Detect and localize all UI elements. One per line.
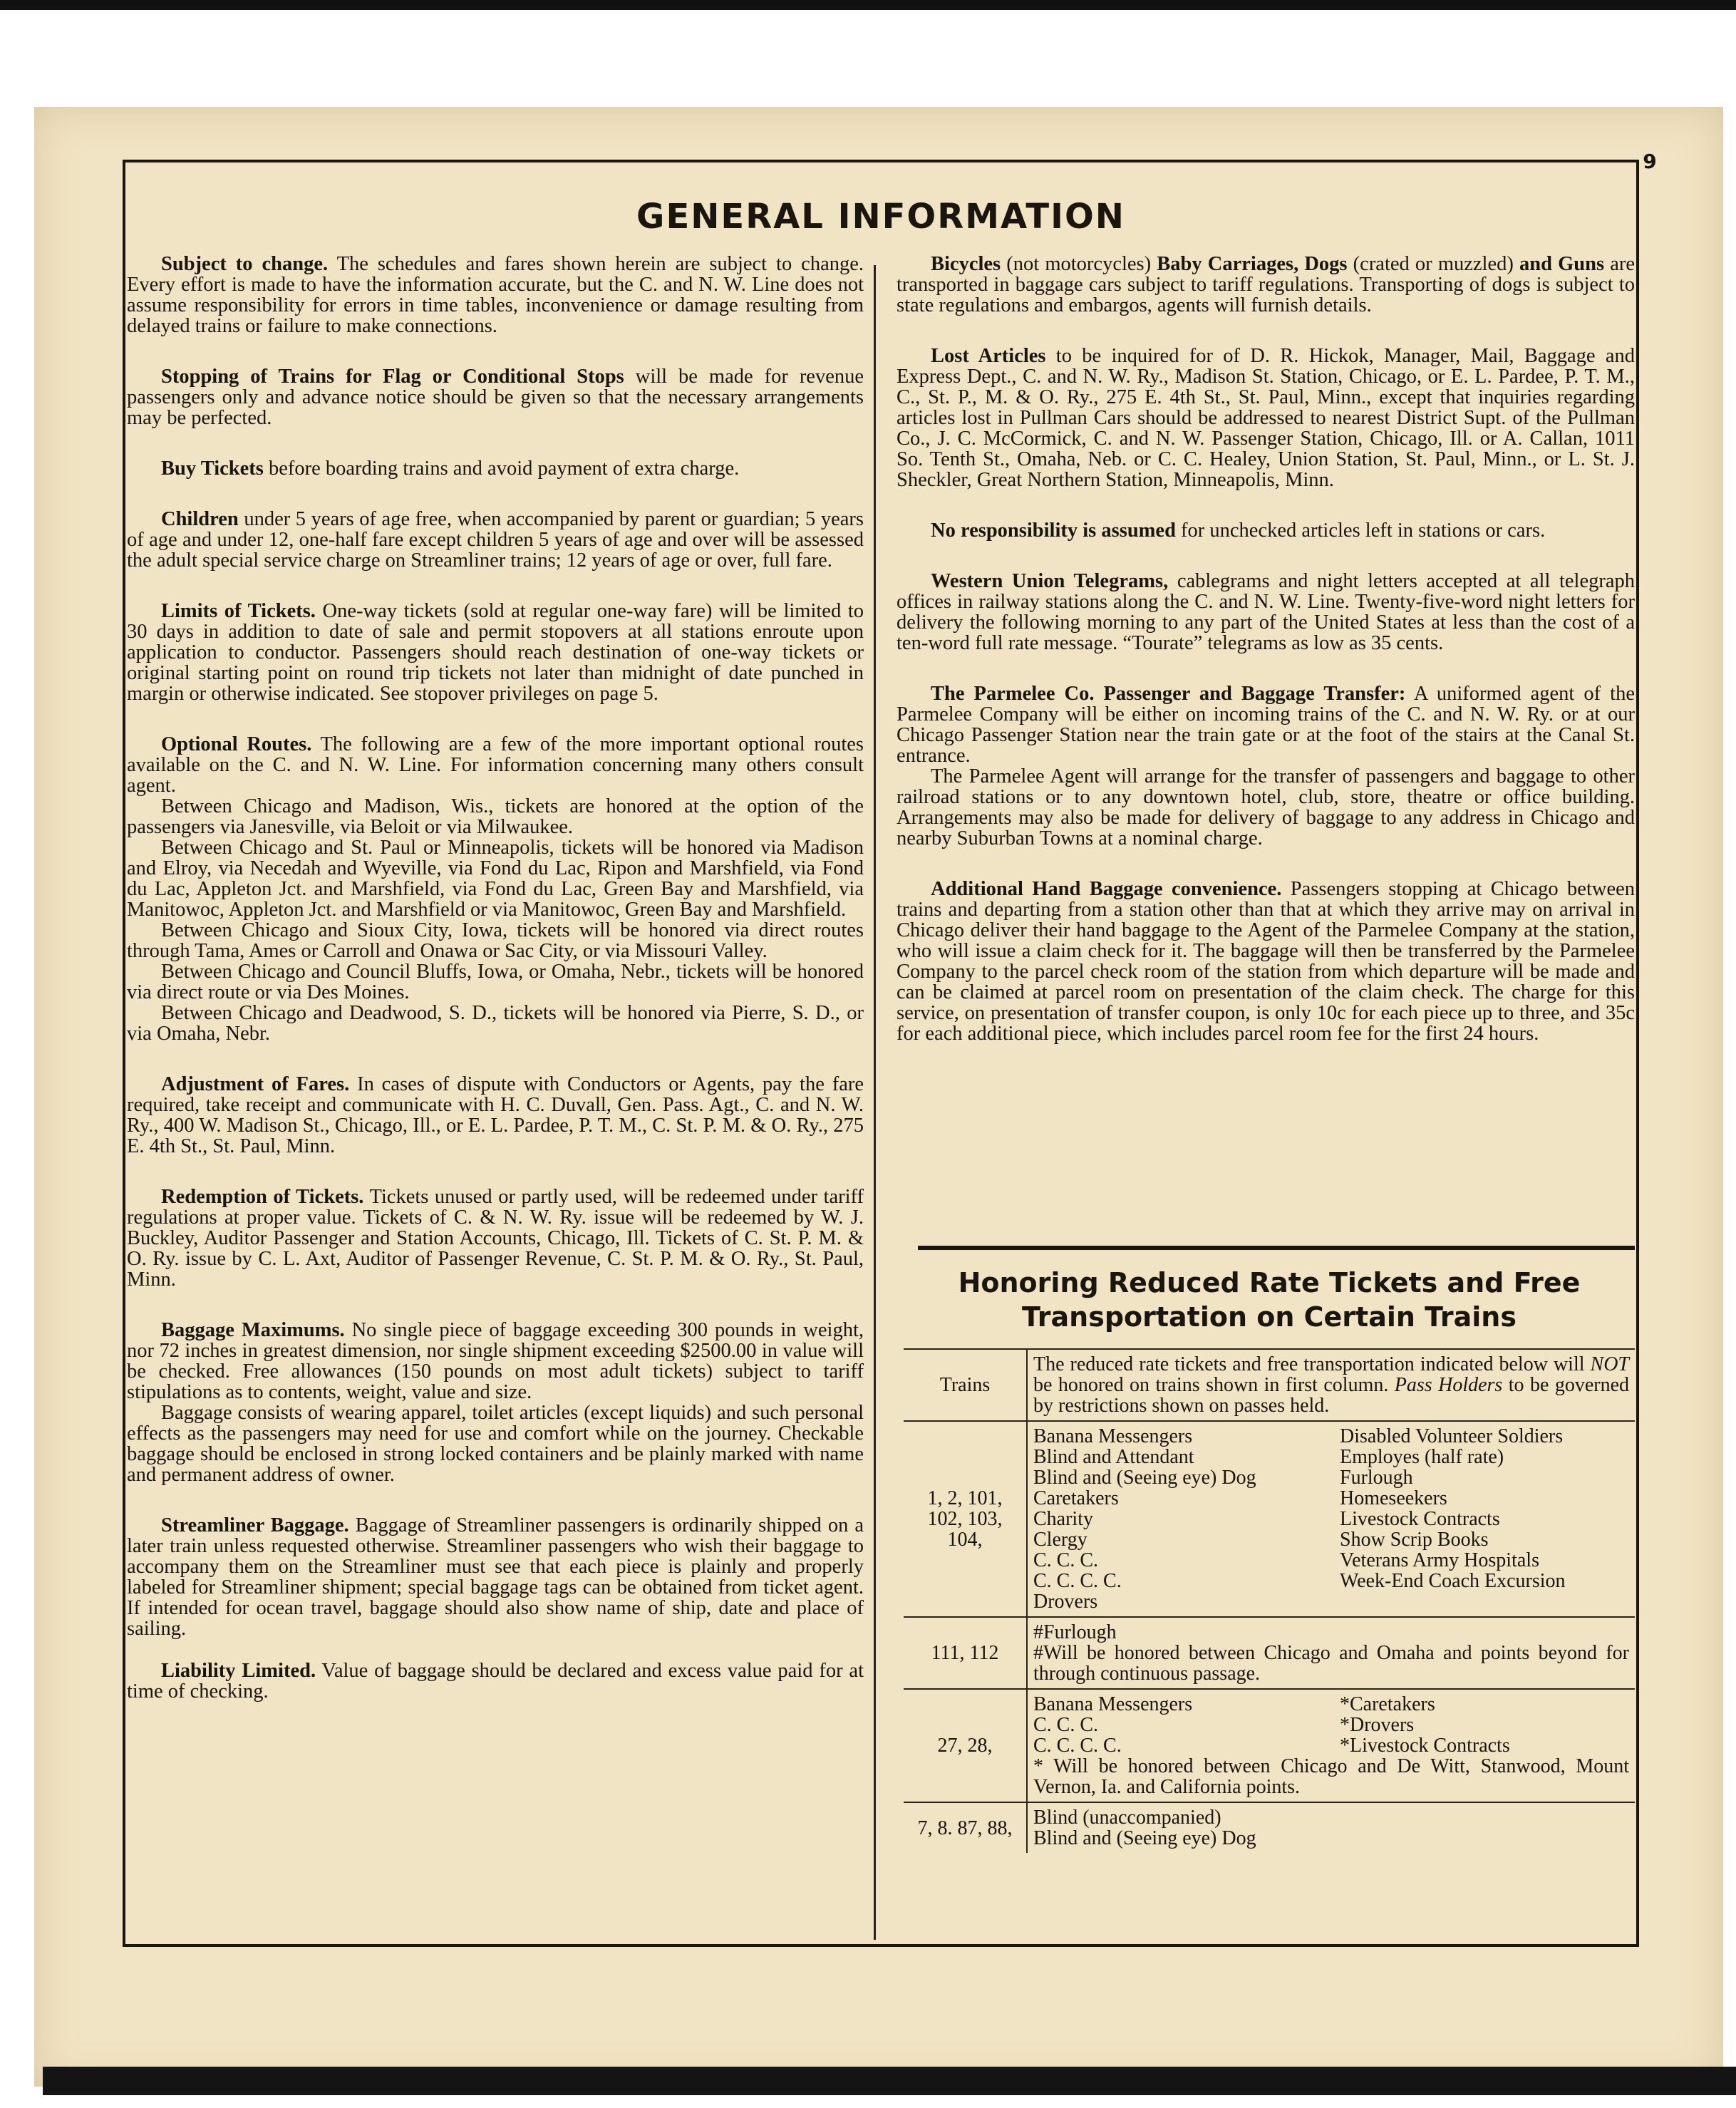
train-numbers: 7, 8. 87, 88,: [904, 1802, 1027, 1853]
scan-top-edge: [0, 0, 1736, 10]
ticket-types: [1027, 1617, 1635, 1689]
section-text: (not motorcycles): [1001, 253, 1157, 275]
section-heading: The Parmelee Co. Passenger and Baggage Transfer:: [931, 683, 1406, 705]
section-text: are transported in baggage cars subject to tariff regulations. Transporting of dogs is subject to state regulations and embargos, agents will furnish details.: [897, 253, 1636, 316]
section-text: cablegrams and night letters accepted at all telegraph offices in railway stations along the C. and N. W. Line. Twenty-five-word night letters for delivery the following morning to any part of the United States at less than the cost of a ten-word full rate message. “Tourate” telegrams as low as 35 cents.: [897, 570, 1636, 654]
section-text: The schedules and fares shown herein are subject to change. Every effort is made to have the information accurate, but the C. and N. W. Line does not assume responsibility for errors in time tables, inconvenience or damage resulting from delayed trains or failure to make connections.: [127, 253, 864, 337]
section-heading: Optional Routes.: [161, 733, 312, 755]
left-column: [127, 254, 864, 1732]
section-heading: Stopping of Trains for Flag or Conditional Stops: [161, 366, 624, 388]
no-responsibility-section: [897, 520, 1635, 541]
section-heading: Bicycles: [931, 253, 1001, 275]
section-text: will be made for revenue passengers only and advance notice should be given so that the necessary arrangements may be perfected.: [127, 366, 864, 429]
route-paragraph: Between Chicago and Sioux City, Iowa, tickets will be honored via direct routes through Tama, Ames or Carroll and Onawa or Sac City, or via Missouri Valley.: [127, 919, 864, 962]
list-item: C. C. C. C.: [1033, 1570, 1122, 1592]
section-text: Baggage of Streamliner passengers is ordinarily shipped on a later train unless requested otherwise. Streamliner passengers who wish their baggage to accompany them on the Streamliner must see that each piece is plainly and properly labeled for Streamliner shipment; special baggage tags can be obtained from ticket agent. If intended for ocean travel, baggage should also show name of ship, date and place of sailing.: [127, 1514, 864, 1640]
header-description: [1027, 1349, 1635, 1421]
route-paragraph: Between Chicago and Council Bluffs, Iowa, or Omaha, Nebr., tickets will be honored via direct route or via Des Moines.: [127, 961, 864, 1003]
section-heading: Streamliner Baggage.: [161, 1514, 349, 1536]
list-item: Blind (unaccompanied): [1033, 1807, 1221, 1829]
list-item: Blind and (Seeing eye) Dog: [1033, 1467, 1256, 1489]
section-text: to be inquired for of D. R. Hickok, Manager, Mail, Baggage and Express Dept., C. and N. W. Ry., Madison St. Station, Chicago, or E. L. Pardee, P. T. M., C., St. P., M. & O. Ry., 275 E. 4th St., St. Paul, Minn., except that inquiries regarding articles lost in Pullman Cars should be addressed to nearest District Supt. of the Pullman Co., J. C. McCormick, C. and N. W. Passenger Station, Chicago, Ill. or A. Callan, 1011 So. Tenth St., Omaha, Neb. or C. C. Healey, Union Station, St. Paul, Minn., or L. St. J. Sheckler, Great Northern Station, Minneapolis, Minn.: [897, 345, 1635, 491]
section-heading: Buy Tickets: [161, 458, 264, 480]
scan-bottom-edge: [43, 2067, 1736, 2095]
table-row: [904, 1617, 1635, 1689]
list-item: C. C. C.: [1033, 1549, 1099, 1571]
section-heading: Baggage Maximums.: [161, 1319, 345, 1341]
route-paragraph: Between Chicago and Deadwood, S. D., tickets will be honored via Pierre, S. D., or via Omaha, Nebr.: [127, 1002, 864, 1045]
ticket-list-right: [1340, 1426, 1629, 1612]
section-heading: Children: [161, 508, 239, 530]
section-text: before boarding trains and avoid payment of extra charge.: [263, 458, 740, 480]
train-numbers: 1, 2, 101, 102, 103, 104,: [904, 1421, 1027, 1617]
list-item: Furlough: [1340, 1467, 1413, 1489]
section-heading: Subject to change.: [161, 253, 329, 275]
list-item: Caretakers: [1033, 1487, 1119, 1509]
section-heading: Baby Carriages, Dogs: [1157, 253, 1348, 275]
list-item: Homeseekers: [1340, 1487, 1447, 1509]
header-text: be honored on trains shown in first column.: [1033, 1374, 1395, 1396]
optional-routes-section: [127, 734, 864, 1044]
route-paragraph: Between Chicago and St. Paul or Minneapolis, tickets will be honored via Madison and Elroy, via Necedah and Wyeville, via Fond du Lac, Ripon and Marshfield, via Fond du Lac, Appleton Jct. and Marshfield, via Fond du Lac, Green Bay and Marshfield, via Manitowoc, Appleton Jct. and Marshfield or via Manitowoc, Green Bay and Marshfield.: [127, 837, 864, 921]
list-item: Clergy: [1033, 1529, 1087, 1551]
page-number: 9: [1643, 150, 1657, 173]
hand-baggage-section: [897, 879, 1635, 1044]
table-row: [904, 1421, 1635, 1617]
right-column: [897, 254, 1635, 1074]
ticket-lists: [1033, 1694, 1629, 1756]
list-item: Charity: [1033, 1508, 1093, 1530]
bicycles-section: [897, 254, 1635, 316]
section-heading: Liability Limited.: [161, 1660, 316, 1682]
list-item: *Caretakers: [1340, 1693, 1435, 1715]
list-item: Week-End Coach Excursion: [1340, 1570, 1566, 1592]
notice-title-line: Honoring Reduced Rate Tickets and Free: [958, 1267, 1581, 1298]
table-header-row: [904, 1349, 1635, 1421]
list-item: #Furlough: [1033, 1621, 1117, 1643]
train-numbers: 111, 112: [904, 1617, 1027, 1689]
liability-limited-section: [127, 1660, 864, 1702]
notice-top-rule: [918, 1246, 1635, 1250]
section-heading: Western Union Telegrams,: [931, 570, 1169, 592]
list-item: Banana Messengers: [1033, 1425, 1193, 1447]
section-text: (crated or muzzled): [1347, 253, 1519, 275]
ticket-types: [1027, 1689, 1635, 1802]
limits-of-tickets-section: [127, 601, 864, 704]
table-row: [904, 1802, 1635, 1853]
ticket-list-right: [1340, 1694, 1629, 1756]
reduced-rate-notice: [904, 1246, 1635, 1853]
ticket-types: [1027, 1421, 1635, 1617]
section-text: Tickets unused or partly used, will be redeemed under tariff regulations at proper value. Tickets of C. & N. W. Ry. issue will be redeemed by W. J. Buckley, Auditor Passenger and Station Accounts, Chicago, Ill. Tickets of C. St. P. M. & O. Ry. issue by C. L. Axt, Auditor of Passenger Revenue, C. St. P. M. & O. Ry., St. Paul, Minn.: [127, 1186, 864, 1291]
section-heading: Lost Articles: [931, 345, 1046, 367]
adjustment-of-fares-section: [127, 1074, 864, 1157]
column-divider: [874, 265, 876, 1940]
section-text: under 5 years of age free, when accompanied by parent or guardian; 5 years of age and under 12, one-half fare except children 5 years of age and over will be assessed the adult special service charge on Streamliner trains; 12 years of age or over, full fare.: [127, 508, 864, 572]
ticket-list-left: [1033, 1694, 1340, 1756]
section-text: Passengers stopping at Chicago between trains and departing from a station other than that at which they arrive may on arrival in Chicago deliver their hand baggage to the Agent of the Parmelee Company at the station, who will issue a claim check for it. The baggage will then be transferred by the Parmelee Company to the parcel check room of the station from which departure will be made and can be claimed at parcel room on presentation of the claim check. The charge for this service, on presentation of transfer coupon, is only 10c for each piece up to three, and 35c for each additional piece, which includes parcel room fee for the first 24 hours.: [897, 878, 1636, 1045]
section-heading: Additional Hand Baggage convenience.: [931, 878, 1282, 900]
section-text: In cases of dispute with Conductors or Agents, pay the fare required, take receipt and communicate with H. C. Duvall, Gen. Pass. Agt., C. and N. W. Ry., 400 W. Madison St., Chicago, Ill., or E. L. Pardee, P. T. M., C. St. P. M. & O. Ry., 275 E. 4th St., St. Paul, Minn.: [127, 1073, 864, 1157]
section-heading: Redemption of Tickets.: [161, 1186, 364, 1208]
trains-header: Trains: [904, 1349, 1027, 1421]
section-text: A uniformed agent of the Parmelee Company will be either on incoming trains of the C. and N. W. Ry. or at our Chicago Passenger Station near the train gate or at the foot of the stairs at the Canal St. entrance.: [897, 683, 1635, 767]
list-item: Blind and Attendant: [1033, 1446, 1194, 1468]
section-text: Value of baggage should be declared and excess value paid for at time of checking.: [127, 1660, 864, 1703]
table-row: [904, 1689, 1635, 1802]
list-item: *Livestock Contracts: [1340, 1735, 1510, 1757]
header-pass-holders: Pass Holders: [1394, 1374, 1503, 1396]
ticket-list-left: [1033, 1426, 1340, 1612]
reduced-rate-table: [904, 1348, 1635, 1853]
redemption-of-tickets-section: [127, 1187, 864, 1290]
notice-title-line: Transportation on Certain Trains: [1022, 1301, 1517, 1333]
header-text: The reduced rate tickets and free transportation indicated below will: [1033, 1353, 1591, 1375]
list-item: Drovers: [1033, 1591, 1098, 1613]
list-item: Blind and (Seeing eye) Dog: [1033, 1827, 1256, 1849]
row-note: #Will be honored between Chicago and Omaha and points beyond for through continuous passage.: [1033, 1642, 1629, 1685]
flag-stops-section: [127, 366, 864, 428]
section-heading: No responsibility is assumed: [931, 520, 1176, 542]
subject-to-change-section: [127, 254, 864, 336]
list-item: Banana Messengers: [1033, 1693, 1193, 1715]
streamliner-baggage-section: [127, 1515, 864, 1639]
parmelee-transfer-section: [897, 683, 1635, 849]
section-heading: Limits of Tickets.: [161, 600, 316, 622]
baggage-paragraph: Baggage consists of wearing apparel, toilet articles (except liquids) and such personal effects as the passengers may need for use and comfort while on the journey. Checkable baggage should be enclosed in strong locked containers and be plainly marked with name and permanent address of owner.: [127, 1402, 864, 1486]
list-item: Livestock Contracts: [1340, 1508, 1500, 1530]
list-item: Disabled Volunteer Soldiers: [1340, 1425, 1564, 1447]
list-item: C. C. C. C.: [1033, 1735, 1122, 1757]
western-union-section: [897, 571, 1635, 653]
row-note: * Will be honored between Chicago and De Witt, Stanwood, Mount Vernon, Ia. and California points.: [1033, 1755, 1629, 1798]
parmelee-paragraph: The Parmelee Agent will arrange for the transfer of passengers and baggage to other railroad stations or to any downtown hotel, club, store, theatre or office building. Arrangements may also be made for delivery of baggage to any address in Chicago and nearby Suburban Towns at a nominal charge.: [897, 765, 1635, 849]
header-text: to be governed by restrictions shown on passes held.: [1033, 1374, 1629, 1417]
list-item: *Drovers: [1340, 1714, 1415, 1736]
children-section: [127, 509, 864, 571]
section-text: No single piece of baggage exceeding 300 pounds in weight, nor 72 inches in greatest dimension, nor single shipment exceeding $2500.00 in value will be checked. Free allowances (150 pounds on most adult tickets) subject to tariff stipulations as to contents, weight, value and size.: [127, 1319, 864, 1403]
baggage-maximums-section: [127, 1320, 864, 1485]
page-title: GENERAL INFORMATION: [636, 197, 1125, 237]
section-heading: and Guns: [1519, 253, 1605, 275]
route-paragraph: Between Chicago and Madison, Wis., tickets are honored at the option of the passengers via Janesville, via Beloit or via Milwaukee.: [127, 795, 864, 838]
lost-articles-section: [897, 346, 1635, 490]
notice-title: [904, 1266, 1635, 1334]
section-heading: Adjustment of Fares.: [161, 1073, 350, 1095]
list-item: Employes (half rate): [1340, 1446, 1504, 1468]
ticket-types: [1027, 1802, 1635, 1853]
list-item: Show Scrip Books: [1340, 1529, 1489, 1551]
ticket-lists: [1033, 1426, 1629, 1612]
buy-tickets-section: [127, 458, 864, 479]
train-numbers: 27, 28,: [904, 1689, 1027, 1802]
list-item: Veterans Army Hospitals: [1340, 1549, 1539, 1571]
header-not: NOT: [1590, 1353, 1629, 1375]
list-item: C. C. C.: [1033, 1714, 1099, 1736]
section-text: for unchecked articles left in stations or cars.: [1175, 520, 1546, 542]
section-text: The following are a few of the more important optional routes available on the C. and N. W. Line. For information concerning many others consult agent.: [127, 733, 864, 797]
section-text: One-way tickets (sold at regular one-way fare) will be limited to 30 days in addition to date of sale and permit stopovers at all stations enroute upon application to conductor. Passengers should reach destination of one-way tickets or original starting point on round trip tickets not later than midnight of date punched in margin or otherwise indicated. See stopover privileges on page 5.: [127, 600, 864, 705]
